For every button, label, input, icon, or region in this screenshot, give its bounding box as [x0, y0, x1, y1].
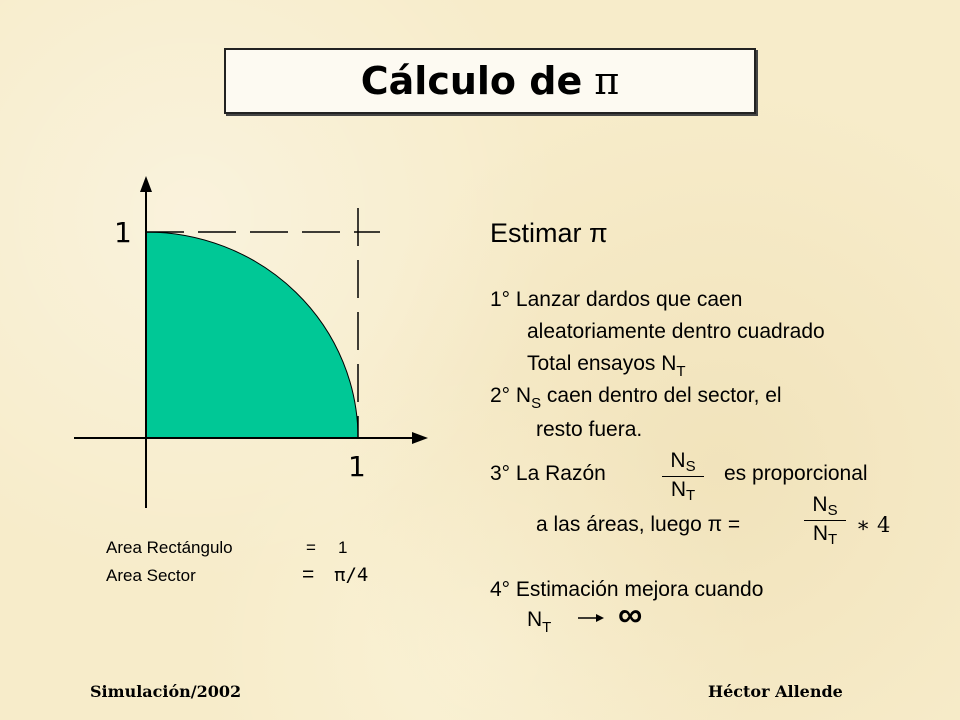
- step1-line3: [527, 352, 686, 380]
- pi-symbol: π: [594, 59, 620, 103]
- ns-subscript: S: [531, 395, 542, 412]
- step3-suffix: es proporcional: [724, 462, 868, 485]
- ratio-fraction: [662, 450, 704, 503]
- pi-bar: [804, 520, 846, 521]
- area-sector-label: Area Sector: [106, 566, 196, 585]
- area-rect-eq: =: [306, 538, 316, 557]
- pi-fraction: [804, 494, 846, 547]
- step4-line2: [527, 608, 552, 636]
- y-tick-label: 1: [114, 216, 132, 249]
- ratio-bar: [662, 476, 704, 477]
- area-rect-value: 1: [338, 538, 348, 557]
- area-rect-label: Area Rectángulo: [106, 538, 233, 557]
- footer-right: Héctor Allende: [708, 682, 843, 701]
- y-axis-arrow: [140, 176, 152, 192]
- limit-arrow-head: [596, 614, 604, 622]
- total-trials-text: Total ensayos N: [527, 352, 677, 375]
- ratio-numerator: NS: [670, 449, 696, 475]
- footer-left: Simulación/2002: [90, 682, 242, 701]
- step3-prefix: 3° La Razón: [490, 462, 606, 485]
- infinity-symbol: ∞: [618, 596, 643, 634]
- step1-line1: 1° Lanzar dardos que caen: [490, 288, 743, 311]
- sector-shape: [146, 232, 358, 438]
- area-sector-eq: =: [302, 563, 315, 586]
- step4-subscript: T: [542, 619, 552, 636]
- step2-rest: caen dentro del sector, el: [541, 384, 782, 407]
- step2-line1: [490, 384, 782, 412]
- pi-denominator: NT: [812, 522, 838, 548]
- ratio-denominator: NT: [670, 478, 696, 504]
- times-four: ∗ 4: [856, 513, 891, 537]
- title-text: Cálculo de: [360, 59, 583, 103]
- area-rect-row: [106, 538, 233, 558]
- nt-subscript: T: [676, 363, 686, 380]
- step1-line2: aleatoriamente dentro cuadrado: [527, 320, 825, 343]
- area-sector-value: π/4: [334, 564, 369, 586]
- pi-numerator: NS: [812, 493, 838, 519]
- step4-line1: 4° Estimación mejora cuando: [490, 578, 764, 601]
- step2-line2: resto fuera.: [536, 418, 643, 441]
- x-axis-arrow: [412, 432, 428, 444]
- step4-n: N: [527, 608, 543, 631]
- step3-line2: a las áreas, luego π =: [536, 513, 741, 536]
- heading: Estimar π: [490, 218, 608, 248]
- x-tick-label: 1: [348, 450, 366, 483]
- step2-prefix: 2° N: [490, 384, 532, 407]
